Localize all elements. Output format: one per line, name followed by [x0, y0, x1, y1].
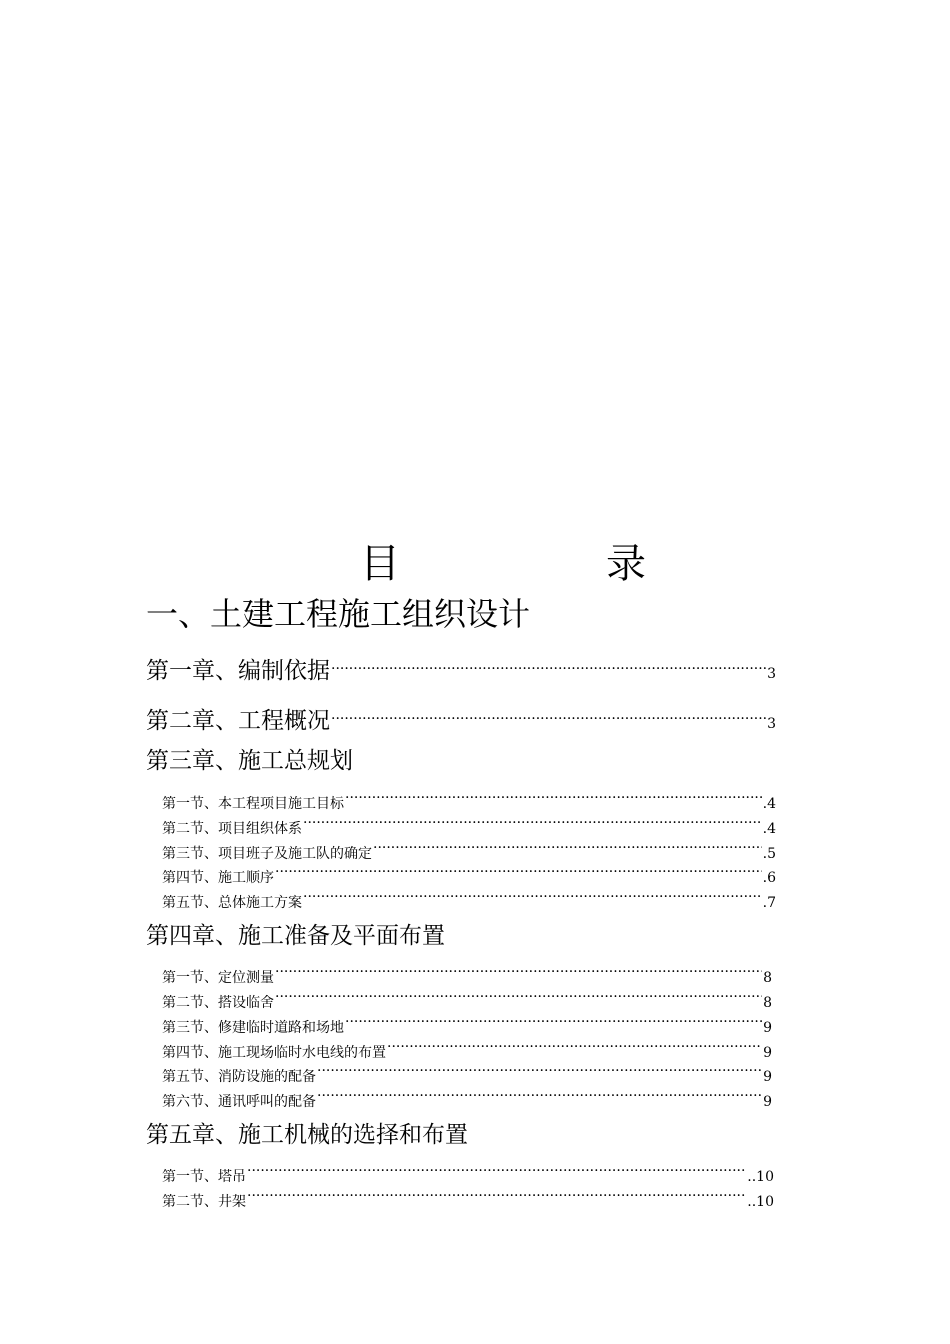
toc-entry-section[interactable] — [162, 1061, 772, 1087]
dot-leader — [247, 1186, 746, 1206]
toc-entry-page: 9 — [763, 1094, 772, 1110]
toc-chapter-5-heading[interactable]: 第五章、施工机械的选择和布置 — [146, 1122, 468, 1148]
dot-leader — [275, 962, 762, 982]
toc-entry-page: 3 — [767, 716, 776, 732]
toc-entry-label: 第一节、本工程项目施工目标 — [162, 796, 344, 812]
toc-entry-page: 3 — [767, 666, 776, 682]
toc-entry-chapter-1[interactable] — [146, 648, 776, 689]
dot-leader — [373, 838, 762, 858]
toc-entry-page: .5 — [762, 846, 776, 862]
toc-entry-page: .7 — [762, 895, 776, 911]
toc-title-char-1: 目 — [360, 541, 400, 587]
dot-leader — [317, 1061, 762, 1081]
part-title: 一、土建工程施工组织设计 — [146, 595, 531, 633]
toc-entry-label: 第三节、修建临时道路和场地 — [162, 1020, 344, 1036]
toc-title-char-2: 录 — [606, 541, 646, 587]
dot-leader — [247, 1161, 746, 1181]
toc-entry-section[interactable] — [162, 1186, 774, 1212]
toc-entry-page: .4 — [762, 821, 776, 837]
toc-chapter-3-heading[interactable]: 第三章、施工总规划 — [146, 748, 353, 774]
toc-entry-label: 第一节、塔吊 — [162, 1169, 246, 1185]
toc-entry-label: 第二章、工程概况 — [146, 708, 330, 734]
toc-entry-label: 第五节、消防设施的配备 — [162, 1069, 316, 1085]
dot-leader — [345, 788, 762, 808]
toc-entry-label: 第四节、施工现场临时水电线的布置 — [162, 1045, 386, 1061]
toc-entry-label: 第六节、通讯呼叫的配备 — [162, 1094, 316, 1110]
toc-entry-page: ..10 — [747, 1194, 774, 1210]
toc-entry-page: .4 — [762, 796, 776, 812]
toc-entry-section[interactable] — [162, 813, 776, 839]
toc-entry-page: 9 — [763, 1069, 772, 1085]
dot-leader — [317, 1086, 762, 1106]
toc-entry-label: 第二节、井架 — [162, 1194, 246, 1210]
toc-entry-label: 第二节、搭设临舍 — [162, 995, 274, 1011]
toc-entry-section[interactable] — [162, 987, 772, 1013]
dot-leader — [275, 862, 762, 882]
toc-chapter-4-heading[interactable]: 第四章、施工准备及平面布置 — [146, 923, 445, 949]
dot-leader — [331, 648, 766, 678]
toc-entry-page: 9 — [763, 1045, 772, 1061]
toc-entry-label: 第四节、施工顺序 — [162, 870, 274, 886]
toc-entry-page: 8 — [763, 970, 772, 986]
toc-entry-page: .6 — [762, 870, 776, 886]
toc-entry-section[interactable] — [162, 1086, 772, 1112]
toc-entry-section[interactable] — [162, 788, 776, 814]
dot-leader — [331, 698, 766, 728]
toc-entry-chapter-2[interactable] — [146, 698, 776, 739]
toc-entry-label: 第一节、定位测量 — [162, 970, 274, 986]
toc-entry-section[interactable] — [162, 887, 776, 913]
dot-leader — [275, 987, 762, 1007]
toc-entry-page: 9 — [763, 1020, 772, 1036]
toc-entry-page: 8 — [763, 995, 772, 1011]
toc-entry-label: 第三节、项目班子及施工队的确定 — [162, 846, 372, 862]
dot-leader — [387, 1037, 762, 1057]
dot-leader — [345, 1012, 762, 1032]
toc-entry-section[interactable] — [162, 1161, 774, 1187]
toc-entry-section[interactable] — [162, 838, 776, 864]
toc-entry-label: 第五节、总体施工方案 — [162, 895, 302, 911]
toc-entry-section[interactable] — [162, 1037, 772, 1063]
toc-entry-label: 第一章、编制依据 — [146, 658, 330, 684]
dot-leader — [303, 813, 762, 833]
toc-entry-section[interactable] — [162, 962, 772, 988]
toc-entry-section[interactable] — [162, 862, 776, 888]
dot-leader — [303, 887, 762, 907]
toc-entry-label: 第二节、项目组织体系 — [162, 821, 302, 837]
toc-entry-section[interactable] — [162, 1012, 772, 1038]
toc-entry-page: ..10 — [747, 1169, 774, 1185]
